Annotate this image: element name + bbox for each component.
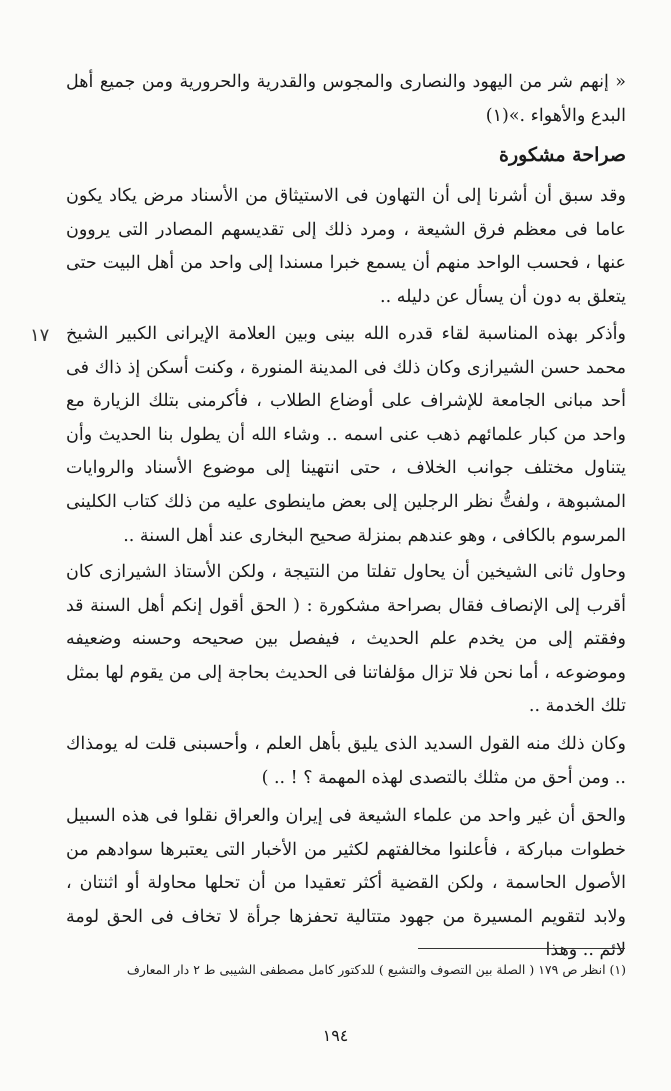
paragraph-reply: وكان ذلك منه القول السديد الذى يليق بأهل العلم ، وأحسبنى قلت له يومذاك .. ومن أحق من مثلك بالتصدى لهذه المهمة ؟ ! .. ) [66,734,626,788]
paragraph-shirazi-response: وحاول ثانى الشيخين أن يحاول تفلتا من النتيجة ، ولكن الأستاذ الشيرازى كان أقرب إلى الإنصاف فقال بصراحة مشكورة : ( الحق أقول إنكم أهل السنة قد وفقتم إلى من يخدم علم الحديث ، فيفصل بين صحيحه وحسنه وضعيفه وموضوعه ، أما نحن فلا تزال مؤلفاتنا فى الحديث بحاجة إلى من يقوم لها بمثل تلك الخدمة .. [66,562,626,717]
section-heading: صراحة مشكورة [498,144,626,166]
margin-annotation: ١٧ [30,325,50,346]
page-number: ١٩٤ [322,1026,349,1045]
paragraph-opening-quote: « إنهم شر من اليهود والنصارى والمجوس والقدرية والحرورية ومن جميع أهل البدع والأهواء .»(١) [66,72,626,126]
paragraph-isnad-laxity: وقد سبق أن أشرنا إلى أن التهاون فى الاستيثاق من الأسناد مرض يكاد يكون عاما فى معظم فرق الشيعة ، ومرد ذلك إلى تقديسهم المصادر التى يروون عنها ، فحسب الواحد منهم أن يسمع خبرا مسندا إلى واحد من أهل البيت حتى يتعلق به دون أن يسأل عن دليله .. [66,186,626,307]
paragraph-shia-scholars: والحق أن غير واحد من علماء الشيعة فى إيران والعراق نقلوا فى هذه السبيل خطوات مباركة ، فأعلنوا مخالفتهم لكثير من الأخبار التى يعتبرها سوادهم من الأصول الحاسمة ، ولكن القضية أكثر تعقيدا من أن تحلها محاولة أو اثنتان ، ولابد لتقويم المسيرة من جهود متتالية تحفزها جرأة لا تخاف فى الحق لومة لائم .. وهذا [66,806,626,961]
paragraph-meeting-shirazi: وأذكر بهذه المناسبة لقاء قدره الله بينى وبين العلامة الإيرانى الكبير الشيخ محمد حسن الشيرازى وكان ذلك فى المدينة المنورة ، وكنت أسكن إذ ذاك فى أحد مبانى الجامعة للإشراف على أوضاع الطلاب ، فأكرمنى بتلك الزيارة مع واحد من كبار علمائهم ذهب عنى اسمه .. وشاء الله أن يطول بنا الحديث وأن يتناول مختلف جوانب الخلاف ، حتى انتهينا إلى موضوع الأسناد والروايات المشبوهة ، ولفتُّ نظر الرجلين إلى بعض ماينطوى عليه من ذلك كتاب الكلينى المرسوم بالكافى ، وهو عندهم بمنزلة صحيح البخارى عند أهل السنة .. [66,324,626,546]
footnote-divider [418,948,625,949]
footnote: (١) انظر ص ١٧٩ ( الصلة بين التصوف والتشيع ) للدكتور كامل مصطفى الشيبى ط ٢ دار المعارف [126,962,626,977]
